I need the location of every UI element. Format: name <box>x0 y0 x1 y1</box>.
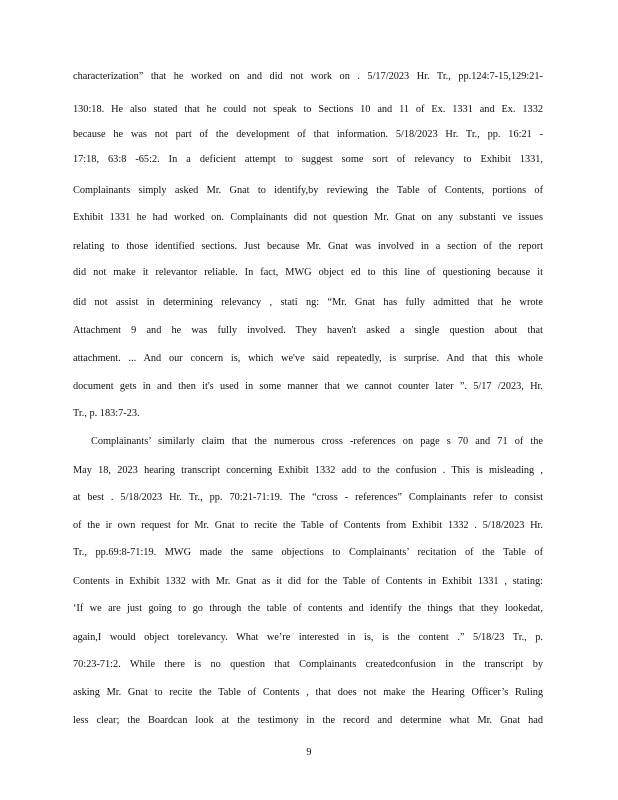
text-line: document gets in and then it's used in some manner that we cannot counter later ”. 5/17 /2023, Hr. <box>73 381 543 392</box>
text-line: 130:18. He also stated that he could not speak to Sections 10 and 11 of Ex. 1331 and Ex. 1332 <box>73 104 543 115</box>
text-line: May 18, 2023 hearing transcript concerning Exhibit 1332 add to the confusion . This is misleading , <box>73 465 543 476</box>
paragraph-start-line: Complainants’ similarly claim that the numerous cross -references on page s 70 and 71 of the <box>91 436 543 447</box>
text-line: again,I would object torelevancy. What we’re interested in is, is the content .” 5/18/23 Tr., p. <box>73 632 543 643</box>
text-line: 17:18, 63:8 -65:2. In a deficient attempt to suggest some sort of relevancy to Exhibit 1331, <box>73 154 543 165</box>
text-line: Exhibit 1331 he had worked on. Complainants did not question Mr. Gnat on any substanti ve issues <box>73 212 543 223</box>
text-line: Complainants simply asked Mr. Gnat to identify,by reviewing the Table of Contents, portions of <box>73 185 543 196</box>
text-line: Contents in Exhibit 1332 with Mr. Gnat as it did for the Table of Contents in Exhibit 1331 , stating: <box>73 576 543 587</box>
text-line: did not make it relevantor reliable. In fact, MWG object ed to this line of questioning because it <box>73 267 543 278</box>
text-line: less clear; the Boardcan look at the testimony in the record and determine what Mr. Gnat had <box>73 715 543 726</box>
text-line: Attachment 9 and he was fully involved. They haven't asked a single question about that <box>73 325 543 336</box>
text-line: Tr., pp.69:8-71:19. MWG made the same objections to Complainants’ recitation of the Table of <box>73 547 543 558</box>
page-number: 9 <box>306 747 312 758</box>
text-line: asking Mr. Gnat to recite the Table of Contents , that does not make the Hearing Officer’s Ruling <box>73 687 543 698</box>
text-line: attachment. ... And our concern is, which we've said repeatedly, is surprise. And that this whole <box>73 353 543 364</box>
text-line: relating to those identified sections. Just because Mr. Gnat was involved in a section of the report <box>73 241 543 252</box>
text-line: Tr., p. 183:7-23. <box>73 408 140 419</box>
text-line: characterization” that he worked on and did not work on . 5/17/2023 Hr. Tr., pp.124:7-15,129:21- <box>73 71 543 82</box>
text-line: at best . 5/18/2023 Hr. Tr., pp. 70:21-71:19. The “cross - references” Complainants refer to consist <box>73 492 543 503</box>
text-line: 70:23-71:2. While there is no question that Complainants createdconfusion in the transcript by <box>73 659 543 670</box>
text-line: of the ir own request for Mr. Gnat to recite the Table of Contents from Exhibit 1332 . 5/18/2023 Hr. <box>73 520 543 531</box>
text-line: did not assist in determining relevancy , stati ng: “Mr. Gnat has fully admitted that he wrote <box>73 297 543 308</box>
text-line: because he was not part of the development of that information. 5/18/2023 Hr. Tr., pp. 16:21 - <box>73 129 543 140</box>
text-line: ‘If we are just going to go through the table of contents and identify the things that they lookedat, <box>73 603 543 614</box>
